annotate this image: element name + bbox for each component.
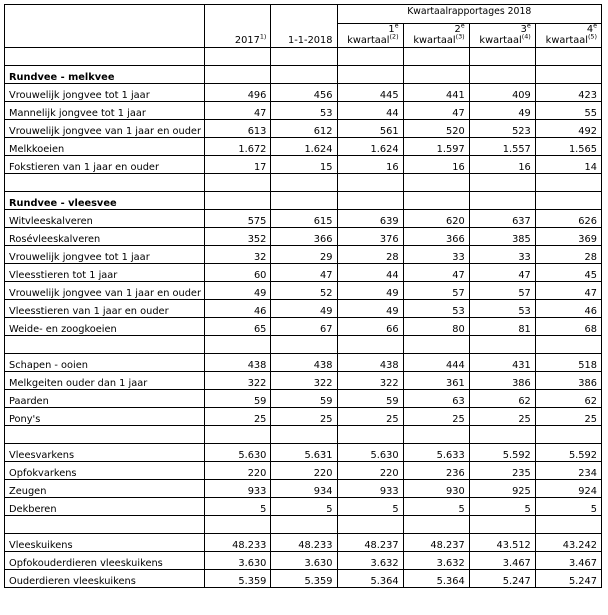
row-label: Opfokouderdieren vleeskuikens (5, 552, 205, 570)
value-cell: 322 (337, 372, 403, 390)
value-cell: 25 (535, 408, 601, 426)
value-cell: 366 (403, 228, 469, 246)
empty-cell (337, 174, 403, 192)
value-cell: 53 (469, 300, 535, 318)
value-cell: 352 (205, 228, 271, 246)
value-cell: 3.632 (337, 552, 403, 570)
value-cell: 933 (205, 480, 271, 498)
table-row (5, 210, 602, 228)
section-title: Rundvee - melkvee (5, 66, 205, 84)
column-header-q3: 3e kwartaal$^{(4)}$ (469, 24, 535, 48)
empty-cell (205, 66, 271, 84)
empty-cell (205, 192, 271, 210)
value-cell: 386 (535, 372, 601, 390)
empty-cell (271, 192, 337, 210)
value-cell: 67 (271, 318, 337, 336)
table-row (5, 390, 602, 408)
section-title: Rundvee - vleesvee (5, 192, 205, 210)
value-cell: 17 (205, 156, 271, 174)
table-row (5, 282, 602, 300)
empty-cell (403, 66, 469, 84)
row-label: Rosévleeskalveren (5, 228, 205, 246)
table-row (5, 120, 602, 138)
row-label: Melkkoeien (5, 138, 205, 156)
empty-cell (535, 192, 601, 210)
value-cell: 46 (205, 300, 271, 318)
column-header-q2: 2e kwartaal$^{(3)}$ (403, 24, 469, 48)
empty-cell (469, 66, 535, 84)
empty-cell (271, 66, 337, 84)
value-cell: 16 (337, 156, 403, 174)
value-cell: 62 (469, 390, 535, 408)
value-cell: 423 (535, 84, 601, 102)
value-cell: 49 (337, 300, 403, 318)
value-cell: 637 (469, 210, 535, 228)
value-cell: 386 (469, 372, 535, 390)
value-cell: 1.624 (337, 138, 403, 156)
value-cell: 220 (205, 462, 271, 480)
empty-cell (205, 336, 271, 354)
empty-cell (469, 174, 535, 192)
empty-cell (205, 48, 271, 66)
value-cell: 43.512 (469, 534, 535, 552)
value-cell: 933 (337, 480, 403, 498)
value-cell: 48.237 (337, 534, 403, 552)
value-cell: 48.233 (205, 534, 271, 552)
empty-cell (271, 516, 337, 534)
row-label: Vleesvarkens (5, 444, 205, 462)
value-cell: 492 (535, 120, 601, 138)
table-row (5, 408, 602, 426)
column-header-1-1-2018: 1-1-2018 (271, 5, 337, 48)
value-cell: 68 (535, 318, 601, 336)
value-cell: 5.630 (205, 444, 271, 462)
empty-cell (337, 516, 403, 534)
value-cell: 612 (271, 120, 337, 138)
value-cell: 3.630 (271, 552, 337, 570)
value-cell: 444 (403, 354, 469, 372)
value-cell: 5.633 (403, 444, 469, 462)
empty-cell (271, 174, 337, 192)
table-row (5, 480, 602, 498)
value-cell: 52 (271, 282, 337, 300)
spacer-row (5, 336, 602, 354)
row-label: Zeugen (5, 480, 205, 498)
table-row (5, 84, 602, 102)
value-cell: 47 (403, 102, 469, 120)
value-cell: 60 (205, 264, 271, 282)
empty-cell (469, 48, 535, 66)
row-label: Fokstieren van 1 jaar en ouder (5, 156, 205, 174)
table-row (5, 228, 602, 246)
value-cell: 615 (271, 210, 337, 228)
value-cell: 59 (205, 390, 271, 408)
table-row (5, 300, 602, 318)
value-cell: 438 (205, 354, 271, 372)
row-label: Pony's (5, 408, 205, 426)
value-cell: 16 (403, 156, 469, 174)
empty-cell (469, 336, 535, 354)
value-cell: 220 (271, 462, 337, 480)
value-cell: 236 (403, 462, 469, 480)
value-cell: 3.632 (403, 552, 469, 570)
value-cell: 28 (535, 246, 601, 264)
table-row (5, 156, 602, 174)
value-cell: 29 (271, 246, 337, 264)
value-cell: 25 (337, 408, 403, 426)
table-row (5, 552, 602, 570)
value-cell: 322 (271, 372, 337, 390)
section-header-row (5, 66, 602, 84)
value-cell: 5 (271, 498, 337, 516)
empty-cell (337, 336, 403, 354)
row-label: Dekberen (5, 498, 205, 516)
value-cell: 25 (271, 408, 337, 426)
column-header-q4: 4e kwartaal$^{(5)}$ (535, 24, 601, 48)
value-cell: 43.242 (535, 534, 601, 552)
row-label: Schapen - ooien (5, 354, 205, 372)
row-label: Vrouwelijk jongvee van 1 jaar en ouder (5, 282, 205, 300)
table-row (5, 318, 602, 336)
value-cell: 32 (205, 246, 271, 264)
value-cell: 47 (271, 264, 337, 282)
empty-cell (337, 192, 403, 210)
value-cell: 5.630 (337, 444, 403, 462)
value-cell: 5 (469, 498, 535, 516)
value-cell: 613 (205, 120, 271, 138)
value-cell: 53 (403, 300, 469, 318)
value-cell: 361 (403, 372, 469, 390)
empty-cell (205, 174, 271, 192)
empty-cell (535, 336, 601, 354)
value-cell: 65 (205, 318, 271, 336)
spacer-row (5, 174, 602, 192)
value-cell: 25 (469, 408, 535, 426)
value-cell: 47 (205, 102, 271, 120)
value-cell: 431 (469, 354, 535, 372)
row-label: Vleeskuikens (5, 534, 205, 552)
empty-cell (403, 516, 469, 534)
spacer-row (5, 48, 602, 66)
value-cell: 16 (469, 156, 535, 174)
value-cell: 5 (337, 498, 403, 516)
value-cell: 5.631 (271, 444, 337, 462)
empty-cell (535, 426, 601, 444)
value-cell: 49 (337, 282, 403, 300)
value-cell: 47 (469, 264, 535, 282)
value-cell: 28 (337, 246, 403, 264)
value-cell: 376 (337, 228, 403, 246)
value-cell: 49 (271, 300, 337, 318)
value-cell: 46 (535, 300, 601, 318)
empty-cell (271, 426, 337, 444)
row-label: Paarden (5, 390, 205, 408)
value-cell: 5 (535, 498, 601, 516)
group-header-kwartaalrapportages: Kwartaalrapportages 2018 (337, 5, 602, 24)
value-cell: 33 (469, 246, 535, 264)
value-cell: 496 (205, 84, 271, 102)
value-cell: 1.672 (205, 138, 271, 156)
value-cell: 47 (403, 264, 469, 282)
table-row (5, 246, 602, 264)
empty-cell (535, 174, 601, 192)
value-cell: 47 (535, 282, 601, 300)
table-row (5, 264, 602, 282)
empty-cell (5, 174, 205, 192)
row-label: Mannelijk jongvee tot 1 jaar (5, 102, 205, 120)
value-cell: 5.247 (469, 570, 535, 588)
table-row (5, 444, 602, 462)
row-label: Vrouwelijk jongvee van 1 jaar en ouder (5, 120, 205, 138)
header-empty-cell (5, 5, 205, 48)
value-cell: 3.467 (535, 552, 601, 570)
value-cell: 235 (469, 462, 535, 480)
table-row (5, 372, 602, 390)
value-cell: 49 (469, 102, 535, 120)
table-body (5, 48, 602, 588)
value-cell: 456 (271, 84, 337, 102)
value-cell: 924 (535, 480, 601, 498)
empty-cell (5, 516, 205, 534)
empty-cell (271, 336, 337, 354)
value-cell: 1.597 (403, 138, 469, 156)
value-cell: 25 (403, 408, 469, 426)
value-cell: 49 (205, 282, 271, 300)
empty-cell (337, 66, 403, 84)
empty-cell (403, 426, 469, 444)
value-cell: 523 (469, 120, 535, 138)
value-cell: 1.624 (271, 138, 337, 156)
empty-cell (469, 516, 535, 534)
value-cell: 369 (535, 228, 601, 246)
value-cell: 934 (271, 480, 337, 498)
value-cell: 385 (469, 228, 535, 246)
empty-cell (535, 48, 601, 66)
value-cell: 63 (403, 390, 469, 408)
empty-cell (403, 174, 469, 192)
value-cell: 55 (535, 102, 601, 120)
row-label: Vrouwelijk jongvee tot 1 jaar (5, 246, 205, 264)
value-cell: 520 (403, 120, 469, 138)
value-cell: 62 (535, 390, 601, 408)
table-row (5, 138, 602, 156)
value-cell: 438 (337, 354, 403, 372)
value-cell: 441 (403, 84, 469, 102)
row-label: Witvleeskalveren (5, 210, 205, 228)
column-header-2017: 2017$^{1)}$ (205, 5, 271, 48)
value-cell: 220 (337, 462, 403, 480)
empty-cell (5, 426, 205, 444)
row-label: Melkgeiten ouder dan 1 jaar (5, 372, 205, 390)
value-cell: 639 (337, 210, 403, 228)
table-row (5, 498, 602, 516)
empty-cell (337, 426, 403, 444)
value-cell: 5.359 (271, 570, 337, 588)
value-cell: 45 (535, 264, 601, 282)
value-cell: 80 (403, 318, 469, 336)
value-cell: 25 (205, 408, 271, 426)
value-cell: 59 (271, 390, 337, 408)
value-cell: 15 (271, 156, 337, 174)
value-cell: 626 (535, 210, 601, 228)
value-cell: 3.630 (205, 552, 271, 570)
value-cell: 57 (469, 282, 535, 300)
livestock-table (4, 4, 602, 588)
row-label: Vleesstieren van 1 jaar en ouder (5, 300, 205, 318)
empty-cell (5, 336, 205, 354)
empty-cell (469, 192, 535, 210)
value-cell: 1.565 (535, 138, 601, 156)
value-cell: 5 (403, 498, 469, 516)
value-cell: 322 (205, 372, 271, 390)
value-cell: 561 (337, 120, 403, 138)
value-cell: 925 (469, 480, 535, 498)
table-row (5, 534, 602, 552)
row-label: Opfokvarkens (5, 462, 205, 480)
value-cell: 930 (403, 480, 469, 498)
value-cell: 33 (403, 246, 469, 264)
value-cell: 620 (403, 210, 469, 228)
empty-cell (535, 66, 601, 84)
table-row (5, 462, 602, 480)
empty-cell (403, 48, 469, 66)
value-cell: 5.592 (535, 444, 601, 462)
spacer-row (5, 516, 602, 534)
value-cell: 5.364 (337, 570, 403, 588)
value-cell: 1.557 (469, 138, 535, 156)
spacer-row (5, 426, 602, 444)
value-cell: 59 (337, 390, 403, 408)
empty-cell (469, 426, 535, 444)
value-cell: 5.359 (205, 570, 271, 588)
value-cell: 5.592 (469, 444, 535, 462)
row-label: Weide- en zoogkoeien (5, 318, 205, 336)
empty-cell (337, 48, 403, 66)
value-cell: 53 (271, 102, 337, 120)
table-row (5, 102, 602, 120)
row-label: Vrouwelijk jongvee tot 1 jaar (5, 84, 205, 102)
value-cell: 5.247 (535, 570, 601, 588)
empty-cell (5, 48, 205, 66)
value-cell: 57 (403, 282, 469, 300)
value-cell: 44 (337, 264, 403, 282)
value-cell: 366 (271, 228, 337, 246)
row-label: Vleesstieren tot 1 jaar (5, 264, 205, 282)
row-label: Ouderdieren vleeskuikens (5, 570, 205, 588)
value-cell: 438 (271, 354, 337, 372)
value-cell: 14 (535, 156, 601, 174)
value-cell: 81 (469, 318, 535, 336)
value-cell: 48.237 (403, 534, 469, 552)
column-header-q1: 1e kwartaal$^{(2)}$ (337, 24, 403, 48)
value-cell: 445 (337, 84, 403, 102)
value-cell: 66 (337, 318, 403, 336)
section-header-row (5, 192, 602, 210)
value-cell: 575 (205, 210, 271, 228)
value-cell: 5.364 (403, 570, 469, 588)
empty-cell (403, 192, 469, 210)
value-cell: 44 (337, 102, 403, 120)
empty-cell (535, 516, 601, 534)
value-cell: 234 (535, 462, 601, 480)
table-row (5, 354, 602, 372)
empty-cell (271, 48, 337, 66)
empty-cell (205, 516, 271, 534)
value-cell: 409 (469, 84, 535, 102)
table-row (5, 570, 602, 588)
value-cell: 5 (205, 498, 271, 516)
value-cell: 48.233 (271, 534, 337, 552)
empty-cell (403, 336, 469, 354)
value-cell: 3.467 (469, 552, 535, 570)
empty-cell (205, 426, 271, 444)
value-cell: 518 (535, 354, 601, 372)
